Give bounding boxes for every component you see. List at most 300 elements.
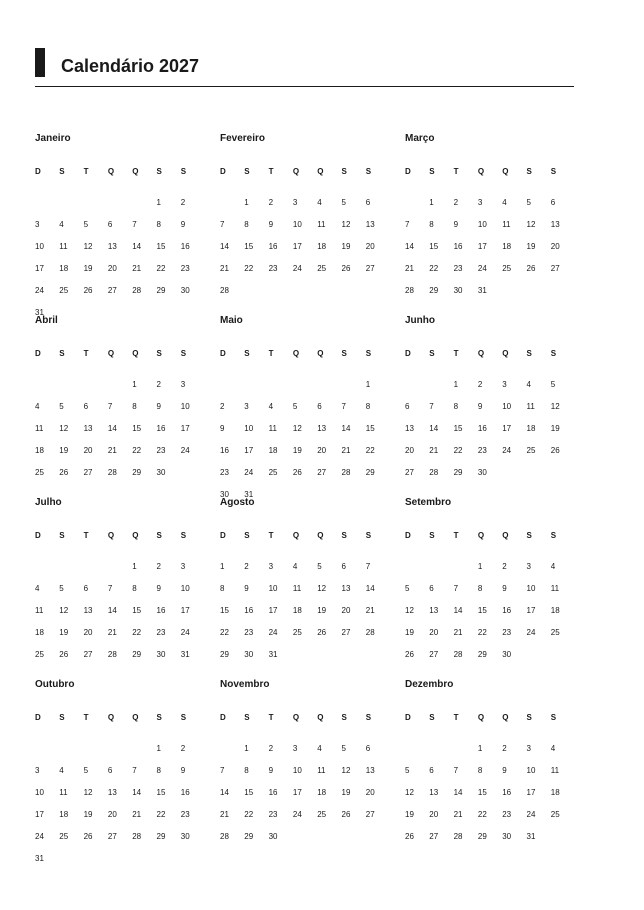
day-cell: 11 xyxy=(550,766,560,775)
day-cell: 31 xyxy=(244,490,254,499)
day-cell: 31 xyxy=(526,832,536,841)
day-cell: 31 xyxy=(180,650,190,659)
day-cell: 22 xyxy=(156,810,166,819)
weekday-label: D xyxy=(35,531,41,540)
day-cell: 14 xyxy=(405,242,414,251)
day-cell: 24 xyxy=(477,264,487,273)
weekday-label: T xyxy=(268,349,274,358)
day-cell: 27 xyxy=(405,468,414,477)
weekday-label: D xyxy=(405,349,411,358)
day-cell: 3 xyxy=(526,562,531,571)
weekday-label: Q xyxy=(477,713,485,722)
day-cell: 21 xyxy=(453,810,463,819)
day-cell: 19 xyxy=(83,810,93,819)
day-cell: 9 xyxy=(502,584,507,593)
weekday-label: Q xyxy=(317,167,324,176)
day-cell: 17 xyxy=(180,606,190,615)
day-cell: 25 xyxy=(526,446,536,455)
day-cell: 2 xyxy=(502,744,507,753)
day-cell: 17 xyxy=(268,606,278,615)
day-cell: 4 xyxy=(292,562,298,571)
day-cell: 11 xyxy=(502,220,511,229)
weekday-label: Q xyxy=(317,349,324,358)
day-cell: 24 xyxy=(180,628,190,637)
day-cell: 5 xyxy=(550,380,556,389)
day-cell: 3 xyxy=(35,220,40,229)
day-cell: 21 xyxy=(132,264,142,273)
weekday-label: Q xyxy=(477,167,485,176)
day-cell: 2 xyxy=(156,380,161,389)
day-cell: 11 xyxy=(59,788,68,797)
weekday-label: S xyxy=(156,713,162,722)
day-cell: 12 xyxy=(405,606,414,615)
day-cell: 7 xyxy=(220,220,225,229)
day-cell: 30 xyxy=(502,650,512,659)
day-cell: 12 xyxy=(83,242,93,251)
day-cell: 8 xyxy=(132,584,137,593)
day-cell: 19 xyxy=(341,788,351,797)
day-cell: 9 xyxy=(244,584,249,593)
day-cell: 7 xyxy=(453,766,459,775)
day-cell: 24 xyxy=(526,810,536,819)
day-cell: 28 xyxy=(405,286,414,295)
day-cell: 21 xyxy=(107,628,117,637)
day-cell: 4 xyxy=(59,220,64,229)
day-cell: 11 xyxy=(268,424,277,433)
day-cell: 4 xyxy=(35,584,40,593)
day-cell: 18 xyxy=(268,446,278,455)
day-cell: 27 xyxy=(83,468,93,477)
day-cell: 24 xyxy=(268,628,278,637)
day-cell: 25 xyxy=(292,628,302,637)
weekday-label: T xyxy=(268,713,274,722)
day-cell: 27 xyxy=(429,832,439,841)
day-cell: 7 xyxy=(220,766,225,775)
day-cell: 31 xyxy=(268,650,278,659)
day-cell: 6 xyxy=(405,402,410,411)
day-cell: 28 xyxy=(132,832,142,841)
month-name: Novembro xyxy=(220,679,270,690)
day-cell: 20 xyxy=(405,446,414,455)
weekday-label: Q xyxy=(502,349,509,358)
day-cell: 15 xyxy=(132,424,142,433)
day-cell: 13 xyxy=(107,788,117,797)
day-cell: 30 xyxy=(477,468,487,477)
day-cell: 10 xyxy=(180,584,190,593)
weekday-label: D xyxy=(220,167,226,176)
day-cell: 29 xyxy=(156,286,166,295)
day-cell: 16 xyxy=(156,424,166,433)
day-cell: 16 xyxy=(453,242,463,251)
day-cell: 22 xyxy=(365,446,375,455)
day-cell: 9 xyxy=(180,220,186,229)
day-cell: 26 xyxy=(550,446,560,455)
day-cell: 23 xyxy=(453,264,463,273)
day-cell: 20 xyxy=(107,810,117,819)
day-cell: 25 xyxy=(268,468,278,477)
day-cell: 27 xyxy=(550,264,560,273)
day-cell: 26 xyxy=(317,628,327,637)
day-cell: 18 xyxy=(59,264,69,273)
day-cell: 13 xyxy=(341,584,351,593)
day-cell: 5 xyxy=(526,198,531,207)
day-cell: 19 xyxy=(341,242,351,251)
day-cell: 16 xyxy=(220,446,229,455)
day-cell: 24 xyxy=(35,286,44,295)
day-cell: 27 xyxy=(107,832,117,841)
weekday-label: S xyxy=(429,713,435,722)
day-cell: 26 xyxy=(59,468,69,477)
page-title: Calendário 2027 xyxy=(61,56,200,76)
weekday-label: S xyxy=(180,349,187,358)
day-cell: 29 xyxy=(156,832,166,841)
day-cell: 1 xyxy=(365,380,371,389)
day-cell: 18 xyxy=(59,810,69,819)
weekday-label: S xyxy=(550,167,557,176)
day-cell: 15 xyxy=(365,424,375,433)
day-cell: 4 xyxy=(35,402,40,411)
day-cell: 19 xyxy=(83,264,93,273)
day-cell: 18 xyxy=(317,242,327,251)
weekday-label: Q xyxy=(132,713,139,722)
day-cell: 26 xyxy=(59,650,69,659)
day-cell: 22 xyxy=(477,810,487,819)
day-cell: 23 xyxy=(244,628,254,637)
weekday-label: D xyxy=(405,531,411,540)
day-cell: 5 xyxy=(59,402,64,411)
day-cell: 4 xyxy=(317,744,322,753)
day-cell: 27 xyxy=(365,264,375,273)
day-cell: 12 xyxy=(405,788,414,797)
day-cell: 13 xyxy=(365,220,375,229)
day-cell: 14 xyxy=(341,424,351,433)
day-cell: 26 xyxy=(83,832,93,841)
day-cell: 31 xyxy=(477,286,487,295)
day-cell: 9 xyxy=(156,584,161,593)
day-cell: 9 xyxy=(268,220,274,229)
day-cell: 6 xyxy=(107,766,113,775)
day-cell: 13 xyxy=(83,606,93,615)
day-cell: 30 xyxy=(453,286,463,295)
day-cell: 21 xyxy=(429,446,439,455)
day-cell: 27 xyxy=(365,810,375,819)
day-cell: 28 xyxy=(341,468,351,477)
day-cell: 19 xyxy=(405,810,414,819)
day-cell: 23 xyxy=(220,468,229,477)
day-cell: 30 xyxy=(502,832,512,841)
day-cell: 1 xyxy=(244,744,249,753)
day-cell: 8 xyxy=(429,220,434,229)
day-cell: 30 xyxy=(244,650,254,659)
day-cell: 17 xyxy=(526,788,536,797)
day-cell: 6 xyxy=(107,220,113,229)
day-cell: 30 xyxy=(156,650,166,659)
day-cell: 6 xyxy=(83,402,89,411)
day-cell: 12 xyxy=(317,584,327,593)
day-cell: 12 xyxy=(341,220,351,229)
day-cell: 26 xyxy=(83,286,93,295)
weekday-label: S xyxy=(526,167,532,176)
day-cell: 16 xyxy=(244,606,254,615)
weekday-label: S xyxy=(341,713,347,722)
day-cell: 25 xyxy=(59,832,69,841)
weekday-label: S xyxy=(180,713,187,722)
day-cell: 21 xyxy=(107,446,117,455)
day-cell: 18 xyxy=(502,242,512,251)
day-cell: 8 xyxy=(453,402,459,411)
weekday-label: S xyxy=(59,167,65,176)
weekday-label: S xyxy=(365,167,372,176)
day-cell: 6 xyxy=(317,402,322,411)
day-cell: 7 xyxy=(132,220,137,229)
day-cell: 23 xyxy=(502,628,512,637)
day-cell: 3 xyxy=(268,562,274,571)
day-cell: 9 xyxy=(453,220,459,229)
day-cell: 29 xyxy=(429,286,439,295)
day-cell: 2 xyxy=(244,562,249,571)
day-cell: 17 xyxy=(477,242,487,251)
day-cell: 27 xyxy=(341,628,351,637)
weekday-label: S xyxy=(244,713,250,722)
day-cell: 5 xyxy=(405,584,410,593)
weekday-label: Q xyxy=(132,167,139,176)
day-cell: 4 xyxy=(526,380,531,389)
day-cell: 18 xyxy=(292,606,302,615)
day-cell: 2 xyxy=(477,380,483,389)
day-cell: 26 xyxy=(405,832,414,841)
day-cell: 25 xyxy=(59,286,69,295)
day-cell: 3 xyxy=(292,744,298,753)
day-cell: 28 xyxy=(132,286,142,295)
day-cell: 11 xyxy=(317,220,326,229)
day-cell: 24 xyxy=(180,446,190,455)
day-cell: 19 xyxy=(59,628,69,637)
day-cell: 6 xyxy=(429,584,434,593)
weekday-label: S xyxy=(59,349,65,358)
day-cell: 28 xyxy=(107,468,117,477)
day-cell: 25 xyxy=(35,650,44,659)
weekday-label: S xyxy=(526,349,532,358)
day-cell: 25 xyxy=(550,628,560,637)
day-cell: 4 xyxy=(268,402,274,411)
day-cell: 28 xyxy=(429,468,439,477)
weekday-label: T xyxy=(83,713,89,722)
day-cell: 14 xyxy=(429,424,439,433)
month-name: Janeiro xyxy=(35,133,71,144)
month-name: Abril xyxy=(35,315,58,326)
day-cell: 5 xyxy=(341,198,346,207)
day-cell: 7 xyxy=(107,402,113,411)
day-cell: 11 xyxy=(35,606,44,615)
day-cell: 3 xyxy=(180,380,186,389)
day-cell: 15 xyxy=(244,788,254,797)
day-cell: 16 xyxy=(156,606,166,615)
day-cell: 24 xyxy=(502,446,512,455)
month-name: Maio xyxy=(220,315,243,326)
day-cell: 24 xyxy=(292,264,302,273)
day-cell: 13 xyxy=(365,766,375,775)
day-cell: 25 xyxy=(502,264,512,273)
day-cell: 21 xyxy=(341,446,351,455)
title-divider xyxy=(35,86,574,87)
day-cell: 26 xyxy=(526,264,536,273)
day-cell: 31 xyxy=(35,854,44,863)
day-cell: 23 xyxy=(180,264,190,273)
day-cell: 17 xyxy=(292,788,302,797)
day-cell: 17 xyxy=(502,424,512,433)
day-cell: 12 xyxy=(83,788,93,797)
day-cell: 20 xyxy=(550,242,560,251)
weekday-label: Q xyxy=(292,349,300,358)
day-cell: 8 xyxy=(244,766,249,775)
day-cell: 15 xyxy=(477,788,487,797)
day-cell: 1 xyxy=(477,562,483,571)
weekday-label: T xyxy=(453,713,459,722)
day-cell: 23 xyxy=(268,810,278,819)
day-cell: 25 xyxy=(35,468,44,477)
month-name: Junho xyxy=(405,315,435,326)
day-cell: 21 xyxy=(405,264,414,273)
day-cell: 22 xyxy=(156,264,166,273)
day-cell: 10 xyxy=(502,402,512,411)
day-cell: 30 xyxy=(268,832,278,841)
title-accent-bar xyxy=(35,48,45,77)
day-cell: 30 xyxy=(156,468,166,477)
day-cell: 8 xyxy=(477,766,483,775)
day-cell: 7 xyxy=(341,402,346,411)
day-cell: 2 xyxy=(180,198,186,207)
day-cell: 28 xyxy=(365,628,375,637)
day-cell: 28 xyxy=(107,650,117,659)
day-cell: 10 xyxy=(477,220,487,229)
weekday-label: T xyxy=(83,531,89,540)
day-cell: 6 xyxy=(341,562,346,571)
day-cell: 10 xyxy=(244,424,254,433)
day-cell: 24 xyxy=(292,810,302,819)
weekday-label: S xyxy=(429,349,435,358)
day-cell: 16 xyxy=(268,788,278,797)
day-cell: 26 xyxy=(341,810,351,819)
day-cell: 2 xyxy=(502,562,507,571)
day-cell: 13 xyxy=(317,424,327,433)
day-cell: 20 xyxy=(429,628,439,637)
day-cell: 19 xyxy=(292,446,302,455)
day-cell: 3 xyxy=(526,744,531,753)
weekday-label: T xyxy=(453,531,459,540)
day-cell: 27 xyxy=(83,650,93,659)
day-cell: 16 xyxy=(180,788,190,797)
day-cell: 26 xyxy=(341,264,351,273)
day-cell: 20 xyxy=(83,446,93,455)
day-cell: 10 xyxy=(292,220,302,229)
month-name: Setembro xyxy=(405,497,452,508)
day-cell: 15 xyxy=(132,606,142,615)
day-cell: 10 xyxy=(292,766,302,775)
weekday-label: S xyxy=(180,531,187,540)
day-cell: 17 xyxy=(180,424,190,433)
day-cell: 29 xyxy=(453,468,463,477)
day-cell: 5 xyxy=(292,402,298,411)
day-cell: 6 xyxy=(83,584,89,593)
day-cell: 8 xyxy=(244,220,249,229)
day-cell: 20 xyxy=(429,810,439,819)
weekday-label: S xyxy=(365,531,372,540)
day-cell: 24 xyxy=(244,468,254,477)
day-cell: 1 xyxy=(132,380,137,389)
day-cell: 23 xyxy=(502,810,512,819)
day-cell: 1 xyxy=(453,380,459,389)
day-cell: 22 xyxy=(477,628,487,637)
day-cell: 20 xyxy=(107,264,117,273)
day-cell: 23 xyxy=(180,810,190,819)
day-cell: 21 xyxy=(220,810,229,819)
day-cell: 5 xyxy=(405,766,410,775)
day-cell: 20 xyxy=(83,628,93,637)
day-cell: 5 xyxy=(341,744,346,753)
day-cell: 12 xyxy=(292,424,302,433)
weekday-label: Q xyxy=(107,531,115,540)
day-cell: 14 xyxy=(220,242,229,251)
weekday-label: D xyxy=(405,713,411,722)
day-cell: 11 xyxy=(526,402,535,411)
day-cell: 8 xyxy=(156,766,161,775)
day-cell: 2 xyxy=(268,744,274,753)
day-cell: 8 xyxy=(132,402,137,411)
day-cell: 2 xyxy=(220,402,225,411)
day-cell: 14 xyxy=(107,606,117,615)
day-cell: 13 xyxy=(405,424,414,433)
day-cell: 27 xyxy=(107,286,117,295)
day-cell: 31 xyxy=(35,308,44,317)
day-cell: 21 xyxy=(220,264,229,273)
day-cell: 29 xyxy=(132,468,142,477)
day-cell: 12 xyxy=(341,766,351,775)
day-cell: 14 xyxy=(132,788,142,797)
weekday-label: S xyxy=(526,713,532,722)
weekday-label: S xyxy=(59,713,65,722)
weekday-label: S xyxy=(526,531,532,540)
day-cell: 4 xyxy=(550,744,556,753)
day-cell: 7 xyxy=(429,402,434,411)
month-name: Julho xyxy=(35,497,62,508)
day-cell: 21 xyxy=(132,810,142,819)
day-cell: 1 xyxy=(477,744,483,753)
day-cell: 14 xyxy=(453,788,463,797)
day-cell: 13 xyxy=(107,242,117,251)
day-cell: 12 xyxy=(59,424,69,433)
day-cell: 16 xyxy=(502,606,512,615)
weekday-label: S xyxy=(244,531,250,540)
month-name: Fevereiro xyxy=(220,133,266,144)
day-cell: 1 xyxy=(156,198,161,207)
day-cell: 12 xyxy=(59,606,69,615)
day-cell: 15 xyxy=(156,788,166,797)
weekday-label: D xyxy=(35,713,41,722)
weekday-label: S xyxy=(429,167,435,176)
day-cell: 20 xyxy=(317,446,327,455)
day-cell: 8 xyxy=(477,584,483,593)
day-cell: 8 xyxy=(365,402,371,411)
weekday-label: S xyxy=(244,167,250,176)
weekday-label: Q xyxy=(502,713,509,722)
weekday-label: T xyxy=(268,167,274,176)
day-cell: 3 xyxy=(292,198,298,207)
weekday-label: T xyxy=(268,531,274,540)
day-cell: 29 xyxy=(244,832,254,841)
day-cell: 16 xyxy=(477,424,487,433)
weekday-label: Q xyxy=(502,167,509,176)
day-cell: 7 xyxy=(365,562,371,571)
